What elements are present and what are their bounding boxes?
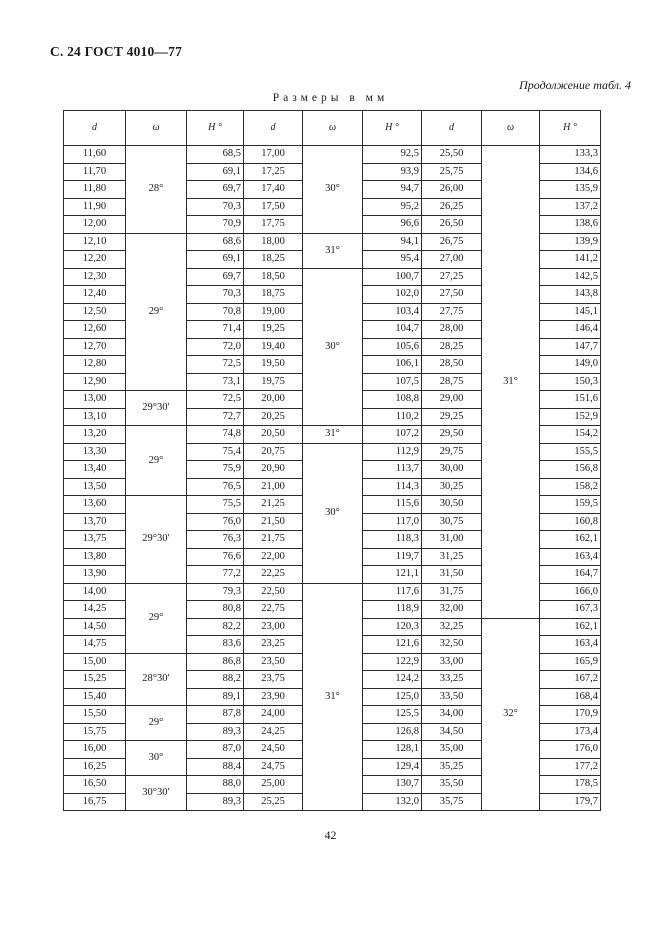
cell-d: 11,60	[64, 146, 126, 164]
cell-d: 21,50	[244, 513, 303, 531]
cell-d: 11,80	[64, 181, 126, 199]
cell-h: 75,9	[187, 461, 244, 479]
cell-d: 16,25	[64, 758, 126, 776]
cell-h: 165,9	[540, 653, 601, 671]
cell-h: 75,5	[187, 496, 244, 514]
cell-d: 12,10	[64, 233, 126, 251]
cell-d: 31,75	[422, 583, 482, 601]
cell-omega: 31°	[303, 583, 363, 811]
cell-h: 159,5	[540, 496, 601, 514]
cell-h: 107,5	[363, 373, 422, 391]
cell-d: 33,00	[422, 653, 482, 671]
dimensions-caption: Размеры в мм	[272, 92, 389, 104]
cell-h: 130,7	[363, 776, 422, 794]
cell-h: 149,0	[540, 356, 601, 374]
cell-d: 20,00	[244, 391, 303, 409]
cell-h: 118,9	[363, 601, 422, 619]
cell-omega: 32°	[482, 618, 540, 811]
cell-d: 23,00	[244, 618, 303, 636]
cell-omega: 30°	[303, 443, 363, 583]
cell-h: 68,6	[187, 233, 244, 251]
cell-d: 31,00	[422, 531, 482, 549]
cell-h: 115,6	[363, 496, 422, 514]
cell-h: 179,7	[540, 793, 601, 811]
cell-omega: 30°	[303, 268, 363, 426]
cell-h: 163,4	[540, 548, 601, 566]
cell-h: 88,4	[187, 758, 244, 776]
cell-d: 35,00	[422, 741, 482, 759]
cell-h: 105,6	[363, 338, 422, 356]
cell-h: 110,2	[363, 408, 422, 426]
cell-omega: 29°30′	[126, 496, 187, 584]
cell-h: 72,7	[187, 408, 244, 426]
cell-d: 15,25	[64, 671, 126, 689]
cell-d: 23,25	[244, 636, 303, 654]
cell-h: 121,6	[363, 636, 422, 654]
cell-h: 145,1	[540, 303, 601, 321]
cell-d: 28,25	[422, 338, 482, 356]
page-header: С. 24 ГОСТ 4010—77	[50, 44, 183, 59]
cell-d: 18,75	[244, 286, 303, 304]
cell-h: 177,2	[540, 758, 601, 776]
cell-d: 21,75	[244, 531, 303, 549]
cell-h: 133,3	[540, 146, 601, 164]
cell-d: 30,50	[422, 496, 482, 514]
cell-d: 12,80	[64, 356, 126, 374]
cell-d: 15,75	[64, 723, 126, 741]
cell-d: 30,25	[422, 478, 482, 496]
column-header: ω	[303, 111, 363, 146]
cell-h: 86,8	[187, 653, 244, 671]
column-header: ω	[126, 111, 187, 146]
cell-h: 87,0	[187, 741, 244, 759]
cell-h: 82,2	[187, 618, 244, 636]
cell-d: 21,00	[244, 478, 303, 496]
cell-d: 30,00	[422, 461, 482, 479]
cell-h: 107,2	[363, 426, 422, 444]
cell-d: 17,75	[244, 216, 303, 234]
cell-d: 20,75	[244, 443, 303, 461]
cell-h: 117,0	[363, 513, 422, 531]
cell-h: 69,7	[187, 268, 244, 286]
cell-h: 151,6	[540, 391, 601, 409]
cell-d: 12,60	[64, 321, 126, 339]
cell-d: 16,50	[64, 776, 126, 794]
cell-d: 13,40	[64, 461, 126, 479]
cell-h: 139,9	[540, 233, 601, 251]
column-header: ω	[482, 111, 540, 146]
cell-h: 113,7	[363, 461, 422, 479]
cell-h: 132,0	[363, 793, 422, 811]
cell-h: 72,5	[187, 391, 244, 409]
cell-h: 156,8	[540, 461, 601, 479]
cell-d: 13,70	[64, 513, 126, 531]
cell-h: 135,9	[540, 181, 601, 199]
cell-h: 143,8	[540, 286, 601, 304]
cell-h: 121,1	[363, 566, 422, 584]
cell-d: 14,00	[64, 583, 126, 601]
cell-h: 69,7	[187, 181, 244, 199]
cell-h: 76,5	[187, 478, 244, 496]
cell-d: 20,90	[244, 461, 303, 479]
cell-omega: 28°30′	[126, 653, 187, 706]
cell-h: 126,8	[363, 723, 422, 741]
cell-d: 21,25	[244, 496, 303, 514]
cell-h: 70,9	[187, 216, 244, 234]
cell-omega: 28°	[126, 146, 187, 234]
cell-h: 72,5	[187, 356, 244, 374]
cell-h: 73,1	[187, 373, 244, 391]
cell-d: 20,25	[244, 408, 303, 426]
cell-h: 76,6	[187, 548, 244, 566]
cell-d: 15,50	[64, 706, 126, 724]
cell-h: 120,3	[363, 618, 422, 636]
cell-h: 167,3	[540, 601, 601, 619]
cell-h: 129,4	[363, 758, 422, 776]
cell-d: 26,50	[422, 216, 482, 234]
cell-d: 23,90	[244, 688, 303, 706]
cell-h: 178,5	[540, 776, 601, 794]
cell-h: 125,5	[363, 706, 422, 724]
cell-d: 33,50	[422, 688, 482, 706]
cell-d: 31,25	[422, 548, 482, 566]
cell-d: 19,40	[244, 338, 303, 356]
cell-h: 154,2	[540, 426, 601, 444]
cell-omega: 31°	[303, 233, 363, 268]
cell-d: 28,75	[422, 373, 482, 391]
cell-h: 75,4	[187, 443, 244, 461]
cell-h: 134,6	[540, 163, 601, 181]
cell-d: 22,00	[244, 548, 303, 566]
cell-h: 77,2	[187, 566, 244, 584]
cell-h: 69,1	[187, 251, 244, 269]
cell-d: 12,70	[64, 338, 126, 356]
cell-h: 92,5	[363, 146, 422, 164]
table-header-row	[64, 111, 601, 146]
cell-h: 108,8	[363, 391, 422, 409]
cell-d: 19,25	[244, 321, 303, 339]
cell-d: 18,25	[244, 251, 303, 269]
cell-d: 32,25	[422, 618, 482, 636]
cell-h: 142,5	[540, 268, 601, 286]
cell-d: 26,00	[422, 181, 482, 199]
cell-d: 17,50	[244, 198, 303, 216]
cell-h: 146,4	[540, 321, 601, 339]
cell-d: 14,50	[64, 618, 126, 636]
cell-d: 13,30	[64, 443, 126, 461]
cell-h: 124,2	[363, 671, 422, 689]
cell-d: 27,25	[422, 268, 482, 286]
cell-d: 12,40	[64, 286, 126, 304]
cell-h: 102,0	[363, 286, 422, 304]
cell-d: 34,50	[422, 723, 482, 741]
cell-h: 173,4	[540, 723, 601, 741]
cell-h: 141,2	[540, 251, 601, 269]
cell-d: 22,50	[244, 583, 303, 601]
cell-omega: 30°	[303, 146, 363, 234]
cell-h: 119,7	[363, 548, 422, 566]
cell-h: 138,6	[540, 216, 601, 234]
cell-h: 94,7	[363, 181, 422, 199]
cell-h: 68,5	[187, 146, 244, 164]
cell-d: 29,25	[422, 408, 482, 426]
cell-h: 88,0	[187, 776, 244, 794]
cell-d: 11,90	[64, 198, 126, 216]
cell-h: 106,1	[363, 356, 422, 374]
cell-h: 87,8	[187, 706, 244, 724]
cell-d: 29,00	[422, 391, 482, 409]
cell-d: 13,90	[64, 566, 126, 584]
dimensions-table	[63, 110, 601, 811]
cell-d: 22,25	[244, 566, 303, 584]
cell-h: 100,7	[363, 268, 422, 286]
cell-d: 14,25	[64, 601, 126, 619]
cell-h: 95,4	[363, 251, 422, 269]
cell-d: 13,20	[64, 426, 126, 444]
cell-h: 96,6	[363, 216, 422, 234]
cell-h: 162,1	[540, 531, 601, 549]
cell-d: 24,50	[244, 741, 303, 759]
cell-h: 83,6	[187, 636, 244, 654]
cell-h: 79,3	[187, 583, 244, 601]
cell-h: 103,4	[363, 303, 422, 321]
cell-h: 176,0	[540, 741, 601, 759]
cell-h: 147,7	[540, 338, 601, 356]
cell-h: 166,0	[540, 583, 601, 601]
cell-d: 24,75	[244, 758, 303, 776]
cell-h: 163,4	[540, 636, 601, 654]
cell-d: 31,50	[422, 566, 482, 584]
cell-d: 17,25	[244, 163, 303, 181]
cell-h: 72,0	[187, 338, 244, 356]
cell-d: 13,80	[64, 548, 126, 566]
cell-h: 71,4	[187, 321, 244, 339]
cell-h: 152,9	[540, 408, 601, 426]
cell-h: 93,9	[363, 163, 422, 181]
cell-d: 15,00	[64, 653, 126, 671]
cell-h: 70,8	[187, 303, 244, 321]
cell-d: 23,50	[244, 653, 303, 671]
cell-d: 23,75	[244, 671, 303, 689]
cell-h: 117,6	[363, 583, 422, 601]
cell-d: 35,50	[422, 776, 482, 794]
cell-h: 164,7	[540, 566, 601, 584]
cell-h: 69,1	[187, 163, 244, 181]
cell-d: 25,00	[244, 776, 303, 794]
cell-d: 13,00	[64, 391, 126, 409]
cell-h: 170,9	[540, 706, 601, 724]
cell-d: 19,50	[244, 356, 303, 374]
cell-d: 33,25	[422, 671, 482, 689]
cell-h: 118,3	[363, 531, 422, 549]
cell-h: 150,3	[540, 373, 601, 391]
cell-d: 15,40	[64, 688, 126, 706]
column-header: d	[422, 111, 482, 146]
cell-d: 13,50	[64, 478, 126, 496]
cell-h: 167,2	[540, 671, 601, 689]
cell-d: 19,00	[244, 303, 303, 321]
cell-d: 18,50	[244, 268, 303, 286]
cell-d: 29,75	[422, 443, 482, 461]
cell-h: 112,9	[363, 443, 422, 461]
cell-d: 29,50	[422, 426, 482, 444]
cell-omega: 29°30′	[126, 391, 187, 426]
cell-h: 89,1	[187, 688, 244, 706]
cell-d: 11,70	[64, 163, 126, 181]
cell-d: 13,60	[64, 496, 126, 514]
cell-d: 32,50	[422, 636, 482, 654]
cell-omega: 29°	[126, 426, 187, 496]
cell-h: 76,0	[187, 513, 244, 531]
cell-d: 13,10	[64, 408, 126, 426]
cell-d: 28,00	[422, 321, 482, 339]
cell-d: 19,75	[244, 373, 303, 391]
cell-h: 70,3	[187, 286, 244, 304]
cell-h: 74,8	[187, 426, 244, 444]
cell-h: 162,1	[540, 618, 601, 636]
cell-h: 89,3	[187, 793, 244, 811]
cell-d: 12,90	[64, 373, 126, 391]
cell-omega: 31°	[482, 146, 540, 619]
cell-d: 25,25	[244, 793, 303, 811]
cell-omega: 31°	[303, 426, 363, 444]
column-header: H °	[187, 111, 244, 146]
cell-h: 104,7	[363, 321, 422, 339]
cell-d: 18,00	[244, 233, 303, 251]
cell-d: 16,75	[64, 793, 126, 811]
cell-d: 30,75	[422, 513, 482, 531]
cell-h: 95,2	[363, 198, 422, 216]
cell-d: 32,00	[422, 601, 482, 619]
cell-omega: 30°	[126, 741, 187, 776]
cell-d: 20,50	[244, 426, 303, 444]
cell-h: 122,9	[363, 653, 422, 671]
column-header: H °	[363, 111, 422, 146]
cell-d: 12,20	[64, 251, 126, 269]
cell-d: 27,00	[422, 251, 482, 269]
cell-h: 88,2	[187, 671, 244, 689]
column-header: H °	[540, 111, 601, 146]
cell-d: 26,75	[422, 233, 482, 251]
cell-h: 155,5	[540, 443, 601, 461]
cell-d: 27,50	[422, 286, 482, 304]
cell-omega: 29°	[126, 583, 187, 653]
cell-h: 137,2	[540, 198, 601, 216]
cell-h: 128,1	[363, 741, 422, 759]
cell-d: 12,50	[64, 303, 126, 321]
cell-d: 28,50	[422, 356, 482, 374]
cell-d: 12,00	[64, 216, 126, 234]
column-header: d	[244, 111, 303, 146]
cell-h: 76,3	[187, 531, 244, 549]
cell-d: 35,25	[422, 758, 482, 776]
cell-d: 17,00	[244, 146, 303, 164]
cell-d: 26,25	[422, 198, 482, 216]
cell-h: 125,0	[363, 688, 422, 706]
cell-d: 13,75	[64, 531, 126, 549]
cell-d: 35,75	[422, 793, 482, 811]
cell-h: 94,1	[363, 233, 422, 251]
cell-h: 70,3	[187, 198, 244, 216]
cell-d: 16,00	[64, 741, 126, 759]
cell-omega: 30°30′	[126, 776, 187, 811]
cell-d: 24,25	[244, 723, 303, 741]
cell-h: 114,3	[363, 478, 422, 496]
table-continuation-label: Продолжение табл. 4	[519, 78, 631, 92]
cell-h: 168,4	[540, 688, 601, 706]
column-header: d	[64, 111, 126, 146]
cell-d: 34,00	[422, 706, 482, 724]
table-row	[64, 146, 601, 164]
cell-omega: 29°	[126, 233, 187, 391]
cell-d: 17,40	[244, 181, 303, 199]
cell-omega: 29°	[126, 706, 187, 741]
cell-d: 12,30	[64, 268, 126, 286]
cell-d: 24,00	[244, 706, 303, 724]
cell-d: 25,75	[422, 163, 482, 181]
cell-d: 27,75	[422, 303, 482, 321]
cell-d: 22,75	[244, 601, 303, 619]
cell-h: 160,8	[540, 513, 601, 531]
cell-d: 14,75	[64, 636, 126, 654]
cell-h: 89,3	[187, 723, 244, 741]
cell-h: 80,8	[187, 601, 244, 619]
cell-d: 25,50	[422, 146, 482, 164]
cell-h: 158,2	[540, 478, 601, 496]
page-number: 42	[324, 828, 337, 842]
